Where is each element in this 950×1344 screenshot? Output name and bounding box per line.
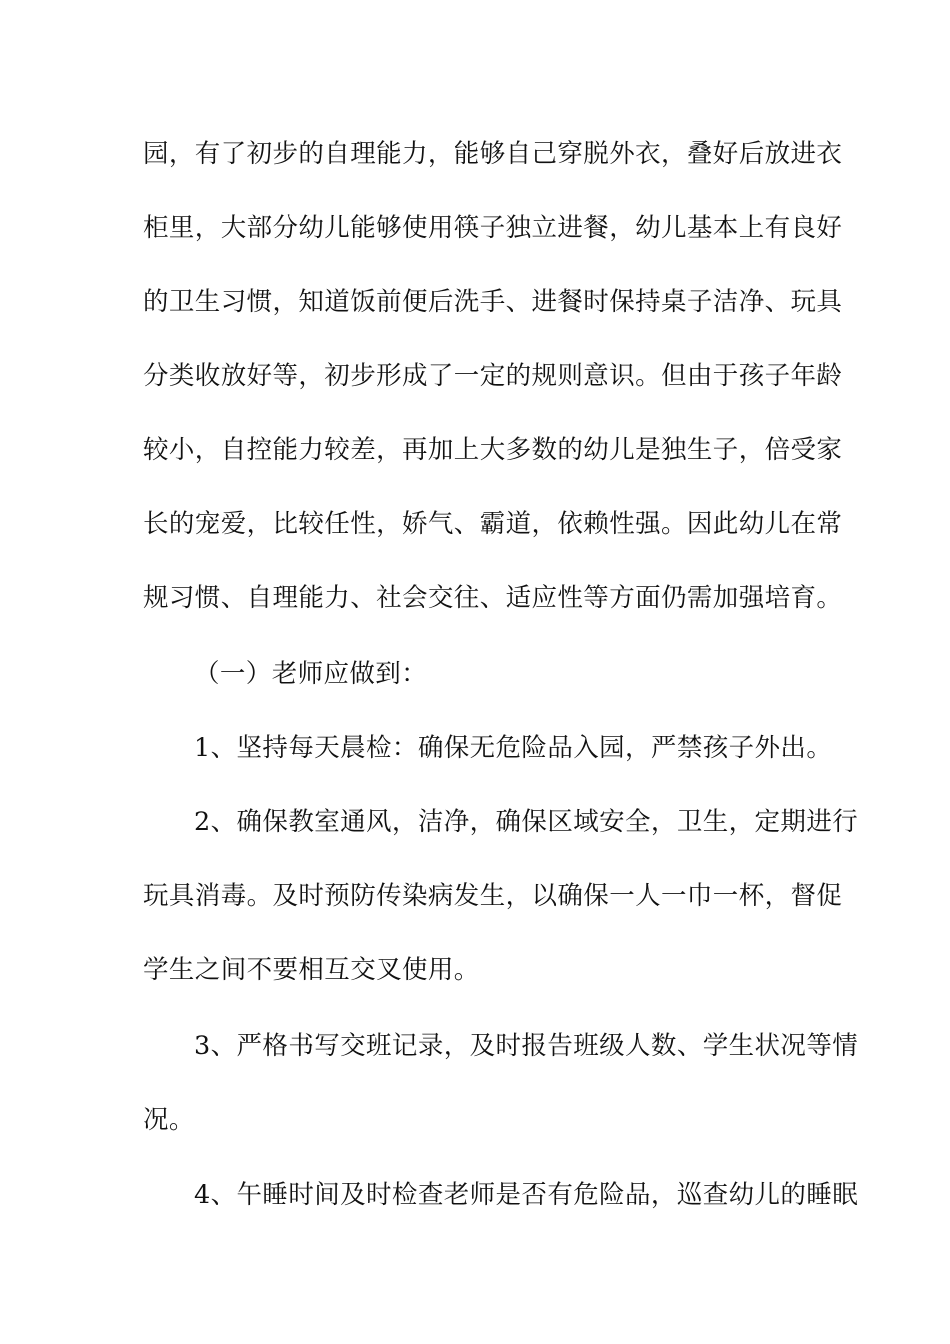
paragraph-line: 规习惯、自理能力、社会交往、适应性等方面仍需加强培育。	[143, 583, 843, 613]
paragraph-line: 况。	[143, 1105, 195, 1135]
paragraph-line: 较小，自控能力较差，再加上大多数的幼儿是独生子，倍受家	[143, 435, 843, 465]
list-item-3: 3、严格书写交班记录，及时报告班级人数、学生状况等情	[194, 1031, 859, 1061]
paragraph-line: 玩具消毒。及时预防传染病发生，以确保一人一巾一杯，督促	[143, 881, 843, 911]
paragraph-line: 园，有了初步的自理能力，能够自己穿脱外衣，叠好后放进衣	[143, 139, 843, 169]
paragraph-line: 分类收放好等，初步形成了一定的规则意识。但由于孩子年龄	[143, 361, 843, 391]
list-item-4: 4、午睡时间及时检查老师是否有危险品，巡查幼儿的睡眠	[194, 1180, 859, 1210]
paragraph-line: 柜里，大部分幼儿能够使用筷子独立进餐，幼儿基本上有良好	[143, 213, 843, 243]
list-item-2: 2、确保教室通风，洁净，确保区域安全，卫生，定期进行	[194, 807, 859, 837]
paragraph-line: 学生之间不要相互交叉使用。	[143, 955, 480, 985]
section-heading: （一）老师应做到：	[194, 659, 428, 689]
paragraph-line: 的卫生习惯，知道饭前便后洗手、进餐时保持桌子洁净、玩具	[143, 287, 843, 317]
list-item-1: 1、坚持每天晨检：确保无危险品入园，严禁孩子外出。	[194, 733, 833, 763]
paragraph-line: 长的宠爱，比较任性，娇气、霸道，依赖性强。因此幼儿在常	[143, 509, 843, 539]
